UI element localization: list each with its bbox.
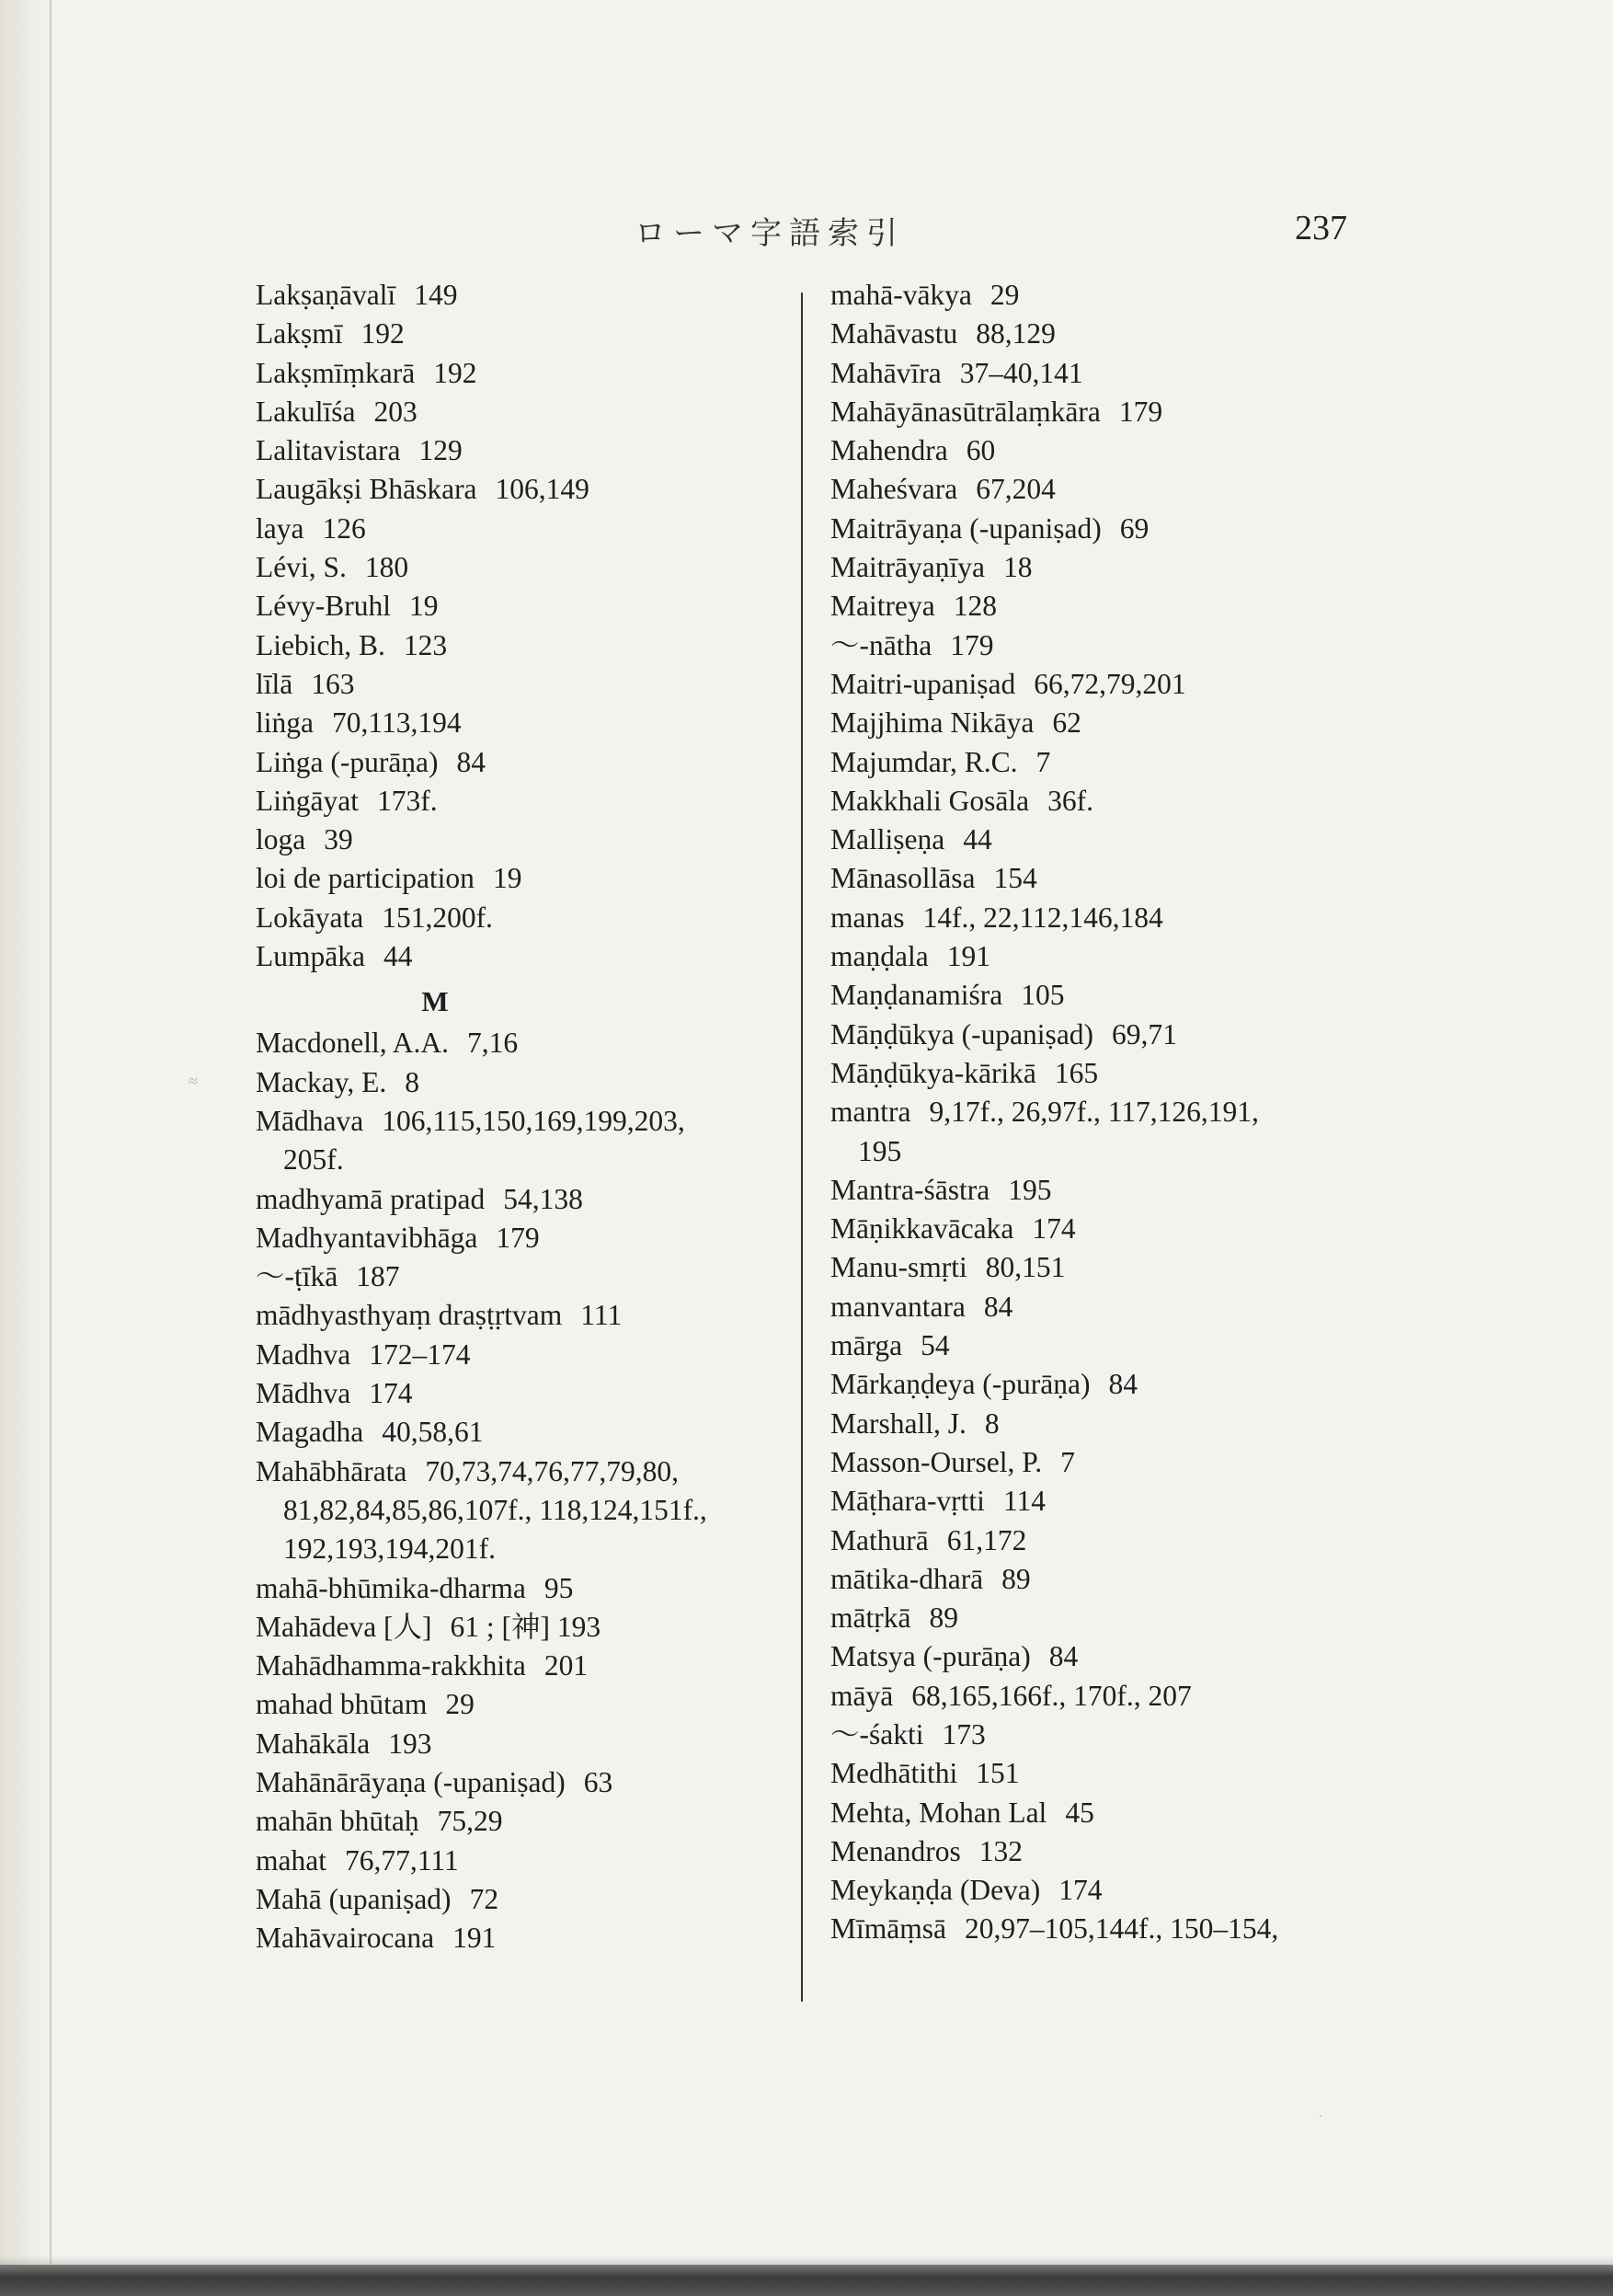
index-entry bbox=[830, 510, 1382, 548]
index-entry bbox=[830, 276, 1382, 315]
index-term: Lalitavistara bbox=[256, 434, 401, 467]
index-page-refs: 9,17f., 26,97f., 117,126,191, bbox=[929, 1096, 1259, 1129]
index-page-refs: 45 bbox=[1065, 1796, 1094, 1829]
index-term: Mahāvairocana bbox=[256, 1922, 435, 1955]
index-page-refs-continued: 81,82,84,85,86,107f., 118,124,151f., bbox=[283, 1493, 707, 1526]
index-term: Menandros bbox=[830, 1834, 961, 1867]
index-entry bbox=[830, 1871, 1382, 1910]
index-term: Lakṣmīṃkarā bbox=[256, 356, 416, 389]
index-entry bbox=[830, 1521, 1382, 1560]
index-page-refs: 69,71 bbox=[1112, 1017, 1177, 1050]
index-term: Mackay, E. bbox=[256, 1065, 387, 1098]
index-term: Mārkaṇḍeya (-purāṇa) bbox=[830, 1368, 1091, 1401]
index-page-refs: 63 bbox=[583, 1765, 613, 1798]
index-page-refs: 84 bbox=[1048, 1640, 1079, 1673]
index-entry bbox=[256, 859, 807, 898]
index-entry bbox=[256, 393, 807, 431]
index-term: Matsya (-purāṇa) bbox=[830, 1640, 1031, 1673]
index-term: Manu-smṛti bbox=[830, 1251, 967, 1284]
index-entry bbox=[830, 470, 1382, 509]
index-page-refs: 173f. bbox=[376, 784, 438, 817]
index-term: mādhyasthyaṃ draṣṭṛtvam bbox=[256, 1299, 563, 1332]
index-term: Mathurā bbox=[830, 1523, 929, 1556]
index-entry bbox=[830, 1599, 1382, 1637]
index-entry bbox=[830, 1794, 1382, 1832]
index-term: Marshall, J. bbox=[830, 1406, 967, 1440]
index-entry bbox=[830, 1054, 1382, 1093]
index-term: 〜-ṭīkā bbox=[256, 1260, 338, 1293]
index-term: Magadha bbox=[256, 1416, 364, 1449]
index-entry bbox=[830, 548, 1382, 587]
index-page-refs: 174 bbox=[1032, 1212, 1076, 1246]
index-page-refs: 174 bbox=[1058, 1874, 1103, 1907]
index-page-refs: 163 bbox=[311, 667, 355, 700]
index-term: mātṛkā bbox=[830, 1601, 911, 1635]
index-page-refs: 201 bbox=[543, 1649, 589, 1682]
index-entry bbox=[256, 743, 807, 782]
page-gutter-line bbox=[50, 0, 51, 2296]
index-entry bbox=[830, 1326, 1382, 1365]
index-page-refs: 29 bbox=[990, 279, 1020, 311]
index-page-refs: 61,172 bbox=[946, 1523, 1027, 1556]
index-term: Maṇḍanamiśra bbox=[830, 979, 1003, 1012]
index-entry bbox=[256, 1413, 807, 1452]
index-page-refs: 7,16 bbox=[466, 1027, 519, 1060]
index-entry bbox=[256, 315, 807, 353]
index-term: Mānasollāsa bbox=[830, 862, 976, 895]
index-page-refs: 192 bbox=[433, 356, 477, 389]
index-term: laya bbox=[256, 511, 304, 545]
index-page-refs-continued: 195 bbox=[858, 1134, 902, 1167]
index-page-refs: 95 bbox=[543, 1571, 574, 1604]
index-term: mātika-dharā bbox=[830, 1562, 984, 1595]
index-entry bbox=[256, 1374, 807, 1413]
index-page-refs: 173 bbox=[942, 1717, 986, 1751]
index-page-refs: 106,115,150,169,199,203, bbox=[382, 1104, 685, 1137]
scan-bottom-edge bbox=[0, 2265, 1613, 2296]
index-page-refs: 165 bbox=[1054, 1056, 1099, 1089]
index-page-refs: 192 bbox=[360, 317, 405, 350]
index-entry bbox=[830, 937, 1382, 976]
index-term: līlā bbox=[256, 667, 293, 700]
index-term: Maitri-upaniṣad bbox=[830, 667, 1016, 700]
index-entry bbox=[830, 1637, 1382, 1676]
index-entry bbox=[830, 1248, 1382, 1287]
index-entry bbox=[256, 1336, 807, 1374]
index-term: Maitreya bbox=[830, 590, 935, 623]
index-entry bbox=[256, 431, 807, 470]
index-page-refs: 36f. bbox=[1047, 784, 1093, 817]
index-entry bbox=[256, 1063, 807, 1102]
index-entry bbox=[256, 1725, 807, 1763]
index-term: Madhyantavibhāga bbox=[256, 1221, 478, 1254]
section-letter-heading: M bbox=[421, 985, 449, 1018]
index-page-refs: 69 bbox=[1119, 511, 1150, 545]
index-entry bbox=[256, 937, 807, 976]
index-entry bbox=[256, 587, 807, 626]
index-term: Mahādhamma-rakkhita bbox=[256, 1649, 526, 1682]
index-entry bbox=[256, 704, 807, 742]
index-term: loga bbox=[256, 823, 306, 856]
index-page-refs: 128 bbox=[953, 590, 997, 623]
index-page-refs: 191 bbox=[946, 940, 990, 973]
index-column-left bbox=[256, 276, 807, 1957]
index-term: Lumpāka bbox=[256, 940, 365, 973]
index-entry bbox=[256, 1842, 807, 1880]
index-term: mahā-bhūmika-dharma bbox=[256, 1571, 526, 1604]
index-entry bbox=[256, 626, 807, 665]
index-entry bbox=[830, 393, 1382, 431]
index-term: Lakulīśa bbox=[256, 395, 356, 428]
margin-speck: · bbox=[1318, 2107, 1323, 2125]
index-term: 〜-śakti bbox=[830, 1717, 924, 1751]
index-entry bbox=[256, 1685, 807, 1724]
index-term: Mādhva bbox=[256, 1377, 351, 1410]
index-page-refs: 84 bbox=[983, 1290, 1013, 1323]
index-page-refs: 75,29 bbox=[437, 1805, 503, 1838]
index-entry bbox=[256, 821, 807, 859]
index-page-refs: 40,58,61 bbox=[382, 1416, 484, 1449]
index-entry bbox=[830, 1716, 1382, 1754]
index-term: Majjhima Nikāya bbox=[830, 706, 1035, 740]
index-page-refs: 67,204 bbox=[976, 473, 1056, 506]
index-entry bbox=[830, 354, 1382, 393]
index-page-refs: 154 bbox=[993, 862, 1037, 895]
index-page-refs: 29 bbox=[445, 1688, 475, 1721]
index-page-refs: 18 bbox=[1002, 551, 1033, 584]
index-page-refs: 187 bbox=[356, 1260, 400, 1293]
index-entry bbox=[256, 1608, 807, 1647]
index-page-refs: 61 ; [神] 193 bbox=[450, 1610, 601, 1643]
index-page-refs: 172–174 bbox=[369, 1337, 471, 1371]
index-page-refs: 70,73,74,76,77,79,80, bbox=[425, 1454, 680, 1487]
index-page-refs: 191 bbox=[452, 1922, 497, 1955]
index-entry bbox=[830, 1677, 1382, 1716]
index-term: Mahāvastu bbox=[830, 317, 958, 350]
index-term: Makkhali Gosāla bbox=[830, 784, 1030, 817]
index-entry bbox=[256, 1024, 807, 1062]
index-term: Macdonell, A.A. bbox=[256, 1027, 449, 1060]
index-term: Maheśvara bbox=[830, 473, 958, 506]
index-entry bbox=[830, 1210, 1382, 1248]
running-header-title: ローマ字語索引 bbox=[635, 215, 905, 252]
index-entry bbox=[830, 743, 1382, 782]
index-page-refs: 70,113,194 bbox=[332, 706, 462, 740]
page-number: 237 bbox=[1295, 209, 1347, 247]
index-page-refs: 66,72,79,201 bbox=[1034, 667, 1186, 700]
index-entries-m bbox=[256, 1024, 807, 1957]
index-entry bbox=[256, 548, 807, 587]
index-term: Majumdar, R.C. bbox=[830, 745, 1018, 778]
index-page-refs: 174 bbox=[369, 1377, 413, 1410]
index-entry bbox=[256, 899, 807, 937]
index-term: Liṅgāyat bbox=[256, 784, 359, 817]
index-entry bbox=[256, 276, 807, 315]
index-page-refs: 84 bbox=[1108, 1368, 1138, 1401]
index-page-refs: 7 bbox=[1060, 1445, 1075, 1478]
index-term: 〜-nātha bbox=[830, 628, 932, 661]
index-page-refs-continued: 192,193,194,201f. bbox=[283, 1533, 496, 1566]
index-page-refs: 88,129 bbox=[976, 317, 1056, 350]
index-term: loi de participation bbox=[256, 862, 475, 895]
index-page-refs: 39 bbox=[324, 823, 353, 856]
index-term: Mādhava bbox=[256, 1104, 364, 1137]
index-page-refs: 111 bbox=[580, 1299, 623, 1332]
index-entry bbox=[830, 315, 1382, 353]
index-page-refs: 89 bbox=[1001, 1562, 1031, 1595]
index-page-refs: 105 bbox=[1021, 979, 1065, 1012]
index-entry bbox=[830, 1482, 1382, 1521]
index-column-right bbox=[830, 276, 1382, 1949]
index-term: Mahāvīra bbox=[830, 356, 942, 389]
index-page-refs: 123 bbox=[403, 628, 448, 661]
index-page-refs: 193 bbox=[388, 1727, 432, 1760]
index-term: Māṇikkavācaka bbox=[830, 1212, 1014, 1246]
index-page-refs: 68,165,166f., 170f., 207 bbox=[911, 1679, 1192, 1712]
index-page-refs: 72 bbox=[469, 1882, 499, 1915]
index-entry bbox=[830, 1171, 1382, 1210]
index-entry bbox=[256, 1296, 807, 1335]
index-page-refs: 44 bbox=[383, 940, 413, 973]
index-entry bbox=[830, 1405, 1382, 1443]
index-term: mahān bhūtaḥ bbox=[256, 1805, 419, 1838]
index-entry bbox=[256, 1569, 807, 1608]
index-entry bbox=[830, 1832, 1382, 1871]
index-page-refs: 151 bbox=[976, 1757, 1020, 1790]
index-entry bbox=[830, 1910, 1382, 1948]
index-term: Mahā (upaniṣad) bbox=[256, 1882, 452, 1915]
index-page-refs: 114 bbox=[1002, 1485, 1047, 1518]
index-term: Laugākṣi Bhāskara bbox=[256, 473, 477, 506]
index-entry bbox=[830, 431, 1382, 470]
index-term: Lakṣaṇāvalī bbox=[256, 279, 396, 311]
index-page-refs: 179 bbox=[1118, 395, 1163, 428]
index-entry bbox=[256, 782, 807, 821]
index-page-refs: 19 bbox=[492, 862, 522, 895]
index-entry bbox=[830, 1016, 1382, 1054]
index-term: mantra bbox=[830, 1096, 911, 1129]
index-entry bbox=[256, 1257, 807, 1296]
index-page-refs: 151,200f. bbox=[382, 901, 493, 934]
index-entry bbox=[256, 1219, 807, 1257]
index-term: Mahādeva [人] bbox=[256, 1610, 432, 1643]
index-page-refs: 84 bbox=[456, 745, 486, 778]
index-term: mahat bbox=[256, 1843, 326, 1877]
index-entry bbox=[830, 899, 1382, 937]
index-entry bbox=[830, 626, 1382, 665]
index-term: madhyamā pratipad bbox=[256, 1182, 486, 1215]
index-entry bbox=[256, 1802, 807, 1841]
index-page-refs: 179 bbox=[496, 1221, 540, 1254]
index-term: mahā-vākya bbox=[830, 279, 972, 311]
index-term: Madhva bbox=[256, 1337, 351, 1371]
index-term: Masson-Oursel, P. bbox=[830, 1445, 1043, 1478]
index-term: manas bbox=[830, 901, 905, 934]
index-term: Maitrāyaṇīya bbox=[830, 551, 985, 584]
index-term: Malliṣeṇa bbox=[830, 823, 945, 856]
index-entry bbox=[256, 354, 807, 393]
index-term: maṇḍala bbox=[830, 940, 929, 973]
index-term: Lévi, S. bbox=[256, 551, 347, 584]
index-page-refs: 180 bbox=[364, 551, 409, 584]
index-term: Lokāyata bbox=[256, 901, 364, 934]
index-entry bbox=[256, 1452, 807, 1569]
index-entry bbox=[830, 704, 1382, 742]
index-entry bbox=[830, 587, 1382, 626]
index-page-refs: 60 bbox=[966, 434, 996, 467]
index-term: Mahāyānasūtrālaṃkāra bbox=[830, 395, 1101, 428]
index-entry bbox=[256, 1919, 807, 1957]
index-page-refs: 54 bbox=[921, 1329, 950, 1362]
index-page-refs: 44 bbox=[963, 823, 992, 856]
index-entry bbox=[830, 1754, 1382, 1793]
index-term: Lévy-Bruhl bbox=[256, 590, 391, 623]
index-term: Lakṣmī bbox=[256, 317, 343, 350]
index-entries-l bbox=[256, 276, 807, 976]
index-term: mahad bhūtam bbox=[256, 1688, 428, 1721]
index-entry bbox=[256, 1180, 807, 1219]
index-term: Mahānārāyaṇa (-upaniṣad) bbox=[256, 1765, 566, 1798]
index-page-refs: 20,97–105,144f., 150–154, bbox=[965, 1912, 1279, 1946]
index-entry bbox=[830, 1288, 1382, 1326]
index-term: Liṅga (-purāṇa) bbox=[256, 745, 439, 778]
index-page-refs: 203 bbox=[373, 395, 418, 428]
index-term: māyā bbox=[830, 1679, 894, 1712]
index-page-refs: 7 bbox=[1035, 745, 1051, 778]
index-entry bbox=[830, 1365, 1382, 1404]
index-entry bbox=[830, 782, 1382, 821]
index-entries-m-continued bbox=[830, 276, 1382, 1949]
index-page-refs: 179 bbox=[950, 628, 994, 661]
index-entry bbox=[256, 470, 807, 509]
index-entry bbox=[256, 1763, 807, 1802]
index-entry bbox=[830, 1560, 1382, 1599]
index-entry bbox=[256, 1880, 807, 1919]
page-gutter-shadow bbox=[0, 0, 55, 2296]
index-entry bbox=[830, 665, 1382, 704]
index-term: Mantra-śāstra bbox=[830, 1173, 990, 1206]
index-page-refs: 89 bbox=[929, 1601, 958, 1635]
index-term: Mahābhārata bbox=[256, 1454, 407, 1487]
index-term: Maitrāyaṇa (-upaniṣad) bbox=[830, 511, 1102, 545]
index-term: Māṭhara-vṛtti bbox=[830, 1485, 985, 1518]
index-page-refs: 106,149 bbox=[495, 473, 589, 506]
index-term: Mahākāla bbox=[256, 1727, 371, 1760]
index-term: Mehta, Mohan Lal bbox=[830, 1796, 1047, 1829]
index-page-refs: 76,77,111 bbox=[344, 1843, 459, 1877]
index-entry bbox=[830, 821, 1382, 859]
index-page-refs: 129 bbox=[418, 434, 463, 467]
index-term: Medhātithi bbox=[830, 1757, 958, 1790]
index-term: manvantara bbox=[830, 1290, 966, 1323]
index-entry bbox=[256, 1647, 807, 1685]
index-term: Meykaṇḍa (Deva) bbox=[830, 1874, 1041, 1907]
index-page-refs: 8 bbox=[984, 1406, 1000, 1440]
margin-mark: ≈ bbox=[189, 1072, 198, 1090]
index-term: Māṇḍūkya-kārikā bbox=[830, 1056, 1036, 1089]
index-page-refs: 8 bbox=[405, 1065, 420, 1098]
index-page-refs: 14f., 22,112,146,184 bbox=[922, 901, 1163, 934]
index-page-refs: 19 bbox=[408, 590, 439, 623]
index-page-refs-continued: 205f. bbox=[283, 1143, 344, 1177]
index-page-refs: 37–40,141 bbox=[959, 356, 1083, 389]
index-entry bbox=[256, 510, 807, 548]
index-entry bbox=[830, 1093, 1382, 1171]
index-term: Māṇḍūkya (-upaniṣad) bbox=[830, 1017, 1094, 1050]
index-page-refs: 195 bbox=[1008, 1173, 1052, 1206]
scan-bottom-shadow bbox=[0, 2256, 1613, 2265]
index-entry bbox=[256, 1102, 807, 1180]
index-page-refs: 132 bbox=[978, 1834, 1023, 1867]
index-term: mārga bbox=[830, 1329, 903, 1362]
index-term: liṅga bbox=[256, 706, 314, 740]
index-entry bbox=[830, 1443, 1382, 1482]
index-page-refs: 149 bbox=[414, 279, 458, 311]
index-term: Mīmāṃsā bbox=[830, 1912, 946, 1946]
index-page-refs: 54,138 bbox=[503, 1182, 583, 1215]
index-entry bbox=[830, 859, 1382, 898]
index-entry bbox=[256, 665, 807, 704]
index-page-refs: 62 bbox=[1052, 706, 1081, 740]
index-page-refs: 80,151 bbox=[985, 1251, 1066, 1284]
index-term: Mahendra bbox=[830, 434, 948, 467]
index-page-refs: 126 bbox=[322, 511, 366, 545]
index-term: Liebich, B. bbox=[256, 628, 385, 661]
index-entry bbox=[830, 976, 1382, 1015]
column-divider bbox=[801, 293, 803, 2002]
